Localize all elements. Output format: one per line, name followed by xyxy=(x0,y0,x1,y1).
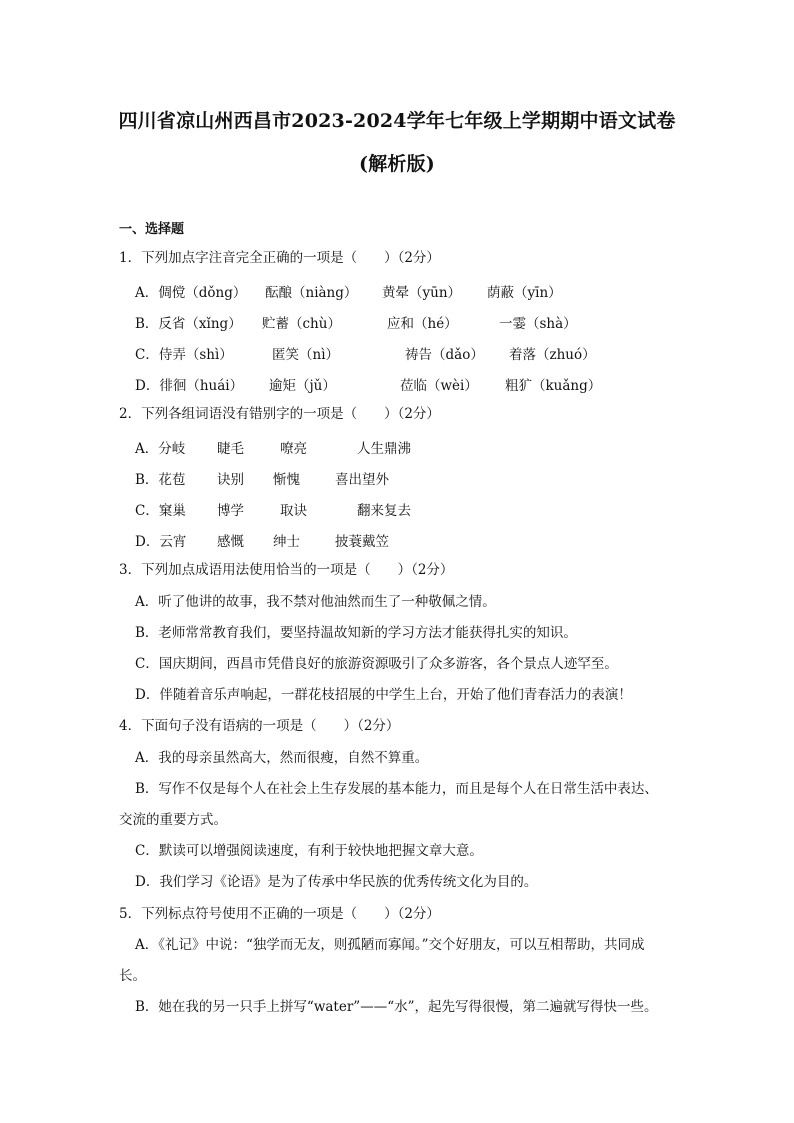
option-word: 逾矩（jǔ） xyxy=(269,378,336,394)
option-word: 祷告（dǎo） xyxy=(405,347,484,363)
option-word: 诀别 xyxy=(217,472,244,488)
option-word: 匿笑（nì） xyxy=(272,347,340,363)
question-5-stem: 5．下列标点符号使用不正确的一项是（ ）（2分） xyxy=(119,906,440,922)
option-word: D．云宵 xyxy=(135,534,187,550)
exam-title: 四川省凉山州西昌市2023-2024学年七年级上学期期中语文试卷 xyxy=(118,110,676,132)
question-4-option-a: A．我的母亲虽然高大，然而很瘦，自然不算重。 xyxy=(135,750,429,766)
question-3-option-d: D．伴随着音乐声响起，一群花枝招展的中学生上台，开始了他们青春活力的表演！ xyxy=(135,687,632,703)
question-1-stem: 1．下列加点字注音完全正确的一项是（ ）（2分） xyxy=(119,250,440,266)
option-word: 披蓑戴笠 xyxy=(335,534,389,550)
option-word: A．分岐 xyxy=(135,441,186,457)
option-word: 黄晕（yūn） xyxy=(382,285,462,301)
option-word: 莅临（wèi） xyxy=(400,378,478,394)
option-word: 绅士 xyxy=(273,534,300,550)
option-word: 博学 xyxy=(217,503,244,519)
question-4-option-d: D．我们学习《论语》是为了传承中华民族的优秀传统文化为目的。 xyxy=(135,874,538,890)
option-word: 惭愧 xyxy=(273,472,300,488)
question-4-stem: 4．下面句子没有语病的一项是（ ）（2分） xyxy=(119,718,400,734)
question-5-option-a: A．《礼记》中说：“独学而无友，则孤陋而寡闻。”交个好朋友，可以互相帮助，共同成 xyxy=(135,937,645,953)
option-word: 喜出望外 xyxy=(335,472,389,488)
option-word: D．徘徊（huái） xyxy=(135,378,244,394)
option-word: 取诀 xyxy=(280,503,307,519)
option-word: 翻来复去 xyxy=(357,503,411,519)
option-word: B．反省（xǐng） xyxy=(135,316,242,332)
question-5-option-b: B．她在我的另一只手上拼写“water”——“水”，起先写得很慢，第二遍就写得快一些。 xyxy=(135,999,658,1015)
option-word: 人生鼎沸 xyxy=(357,441,411,457)
option-word: 应和（hé） xyxy=(387,316,458,332)
question-4-option-b: B．写作不仅是每个人在社会上生存发展的基本能力，而且是每个人在日常生活中表达、 xyxy=(135,781,658,797)
option-word: C．窠巢 xyxy=(135,503,186,519)
option-word: 粗犷（kuǎng） xyxy=(505,378,602,394)
option-word: 嘹亮 xyxy=(280,441,307,457)
option-word: 一霎（shà） xyxy=(499,316,577,332)
question-3-option-b: B．老师常常教育我们，要坚持温故知新的学习方法才能获得扎实的知识。 xyxy=(135,625,577,641)
option-word: 荫蔽（yīn） xyxy=(487,285,562,301)
question-4-option-b-cont: 交流的重要方式。 xyxy=(119,812,227,828)
option-word: B．花苞 xyxy=(135,472,186,488)
question-3-option-c: C．国庆期间，西昌市凭借良好的旅游资源吸引了众多游客，各个景点人迹罕至。 xyxy=(135,656,618,672)
question-5-option-a-cont: 长。 xyxy=(119,968,146,984)
question-2-stem: 2．下列各组词语没有错别字的一项是（ ）（2分） xyxy=(119,406,440,422)
exam-subtitle: (解析版) xyxy=(359,153,435,175)
option-word: 感慨 xyxy=(217,534,244,550)
option-word: 睫毛 xyxy=(217,441,244,457)
option-word: A．倜傥（dǒng） xyxy=(135,285,247,301)
option-word: 着落（zhuó） xyxy=(509,347,596,363)
question-3-stem: 3．下列加点成语用法使用恰当的一项是（ ）（2分） xyxy=(119,562,454,578)
question-4-option-c: C．默读可以增强阅读速度，有利于较快地把握文章大意。 xyxy=(135,843,483,859)
option-word: 酝酿（niàng） xyxy=(265,285,358,301)
option-word: 贮蓄（chù） xyxy=(262,316,341,332)
option-word: C．侍弄（shì） xyxy=(135,347,233,363)
section-heading: 一、选择题 xyxy=(119,222,185,237)
question-3-option-a: A．听了他讲的故事，我不禁对他油然而生了一种敬佩之情。 xyxy=(135,594,496,610)
